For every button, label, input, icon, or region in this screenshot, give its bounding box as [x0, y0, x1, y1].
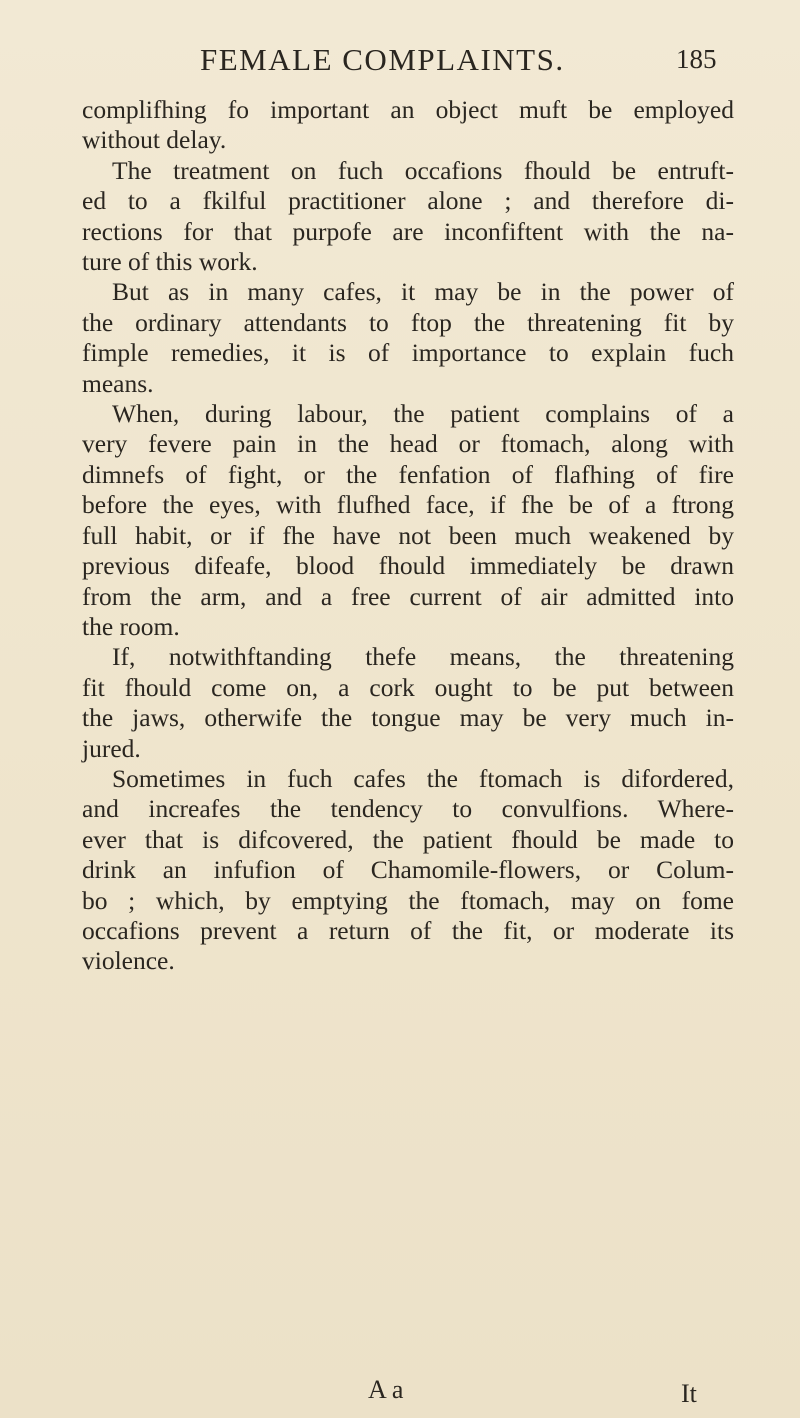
catchword: It: [681, 1379, 697, 1408]
text-line: full habit, or if fhe have not been much weakened by: [82, 520, 734, 550]
text-line: from the arm, and a free current of air admitted into: [82, 581, 734, 611]
text-line: the room.: [82, 611, 180, 641]
text-line: ture of this work.: [82, 247, 258, 277]
text-line: very fevere pain in the head or ftomach, along with: [82, 429, 734, 459]
text-line: The treatment on fuch occafions fhould be entruft-: [112, 155, 734, 185]
text-line: bo ; which, by emptying the ftomach, may on fome: [82, 885, 734, 915]
text-line: When, during labour, the patient complains of a: [112, 399, 734, 429]
page-number: 185: [676, 44, 717, 74]
running-head: [0, 42, 800, 82]
text-line: drink an infufion of Chamomile-flowers, or Colum-: [82, 855, 734, 885]
body-text: [82, 95, 734, 977]
text-line: ever that is difcovered, the patient fhould be made to: [82, 824, 734, 854]
text-line: without delay.: [82, 125, 227, 155]
text-line: the ordinary attendants to ftop the threatening fit by: [82, 307, 734, 337]
text-line: fimple remedies, it is of importance to explain fuch: [82, 338, 734, 368]
signature-mark: A a: [368, 1375, 404, 1404]
text-line: before the eyes, with flufhed face, if fhe be of a ftrong: [82, 490, 734, 520]
text-line: means.: [82, 368, 154, 398]
text-line: the jaws, otherwife the tongue may be very much in-: [82, 703, 734, 733]
text-line: fit fhould come on, a cork ought to be put between: [82, 672, 734, 702]
text-line: previous difeafe, blood fhould immediately be drawn: [82, 551, 734, 581]
text-line: occafions prevent a return of the fit, or moderate its: [82, 915, 734, 945]
running-title: FEMALE COMPLAINTS.: [200, 42, 565, 77]
text-line: rections for that purpofe are inconfiftent with the na-: [82, 216, 734, 246]
text-line: jured.: [82, 733, 141, 763]
page-footer: [0, 1375, 800, 1411]
text-line: Sometimes in fuch cafes the ftomach is difordered,: [112, 763, 734, 793]
text-line: and increafes the tendency to convulfions. Where-: [82, 794, 734, 824]
text-line: complifhing fo important an object muft be employed: [82, 95, 734, 124]
text-line: If, notwithftanding thefe means, the threatening: [112, 642, 734, 672]
text-line: violence.: [82, 946, 175, 976]
text-line: But as in many cafes, it may be in the power of: [112, 277, 734, 307]
text-line: dimnefs of fight, or the fenfation of flafhing of fire: [82, 459, 734, 489]
text-line: ed to a fkilful practitioner alone ; and therefore di-: [82, 186, 734, 216]
